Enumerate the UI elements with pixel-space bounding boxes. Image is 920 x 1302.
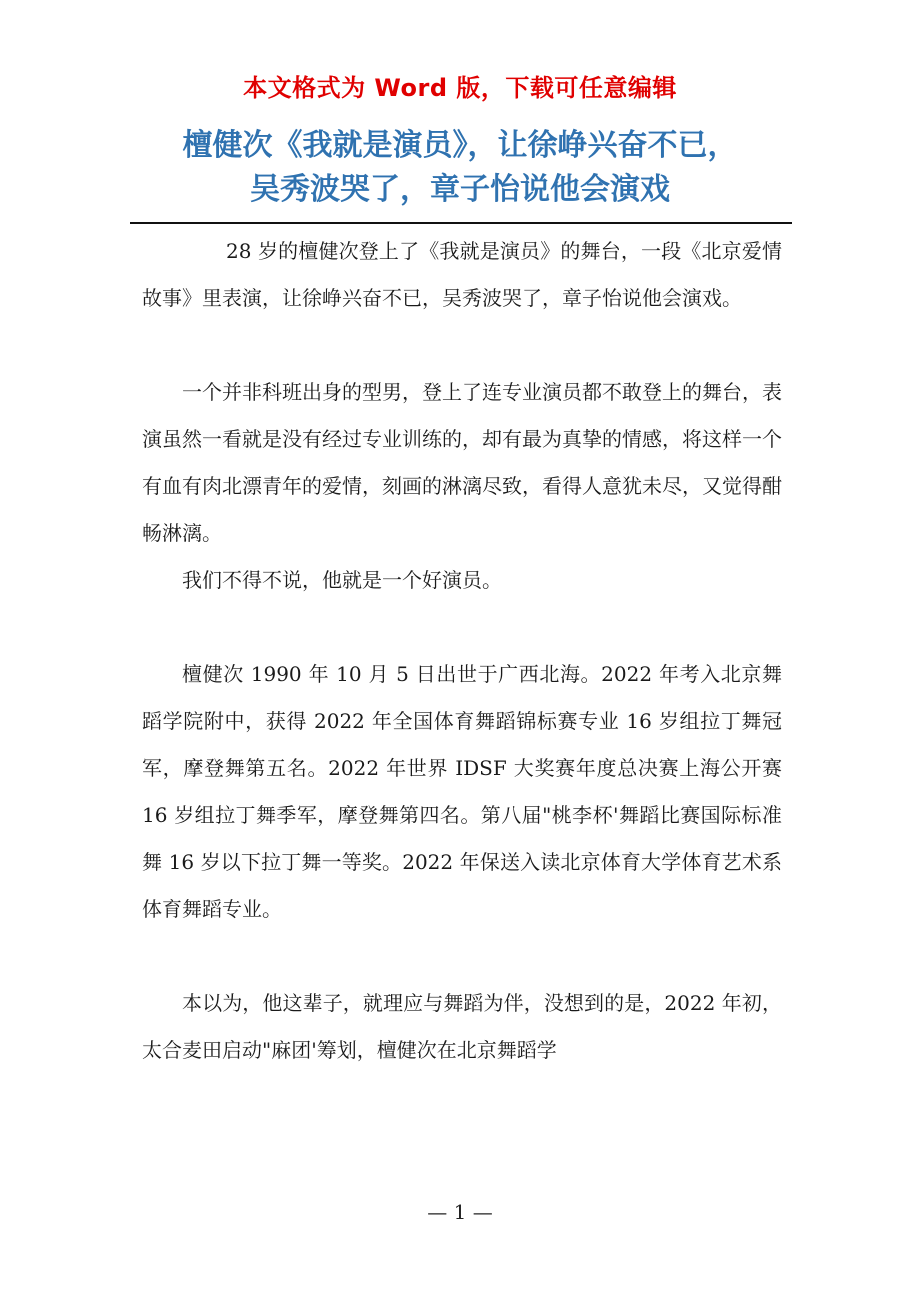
paragraph: 一个并非科班出身的型男，登上了连专业演员都不敢登上的舞台，表演虽然一看就是没有经过专业训练的，却有最为真挚的情感，将这样一个有血有肉北漂青年的爱情，刻画的淋漓尽致，看得人意犹未尽，又觉得酣畅淋漓。 [142,380,782,545]
paragraph-gap [142,322,782,369]
paragraph: 我们不得不说，他就是一个好演员。 [182,568,502,592]
paragraph: 檀健次 1990 年 10 月 5 日出世于广西北海。2022 年考入北京舞蹈学院附中，获得 2022 年全国体育舞蹈锦标赛专业 16 岁组拉丁舞冠军，摩登舞第五名。2022 年世界 IDSF 大奖赛年度总决赛上海公开赛 16 岁组拉丁舞季军，摩登舞第四名。第八届"桃李杯'舞蹈比赛国际标准舞 16 岁以下拉丁舞一等奖。2022 年保送入读北京体育大学体育艺术系体育舞蹈专业。 [142,662,782,921]
article-body [142,228,782,1074]
paragraph-gap [142,933,782,980]
page-number: — 1 — [427,1200,493,1224]
paragraph-intro: 28 岁的檀健次登上了《我就是演员》的舞台，一段《北京爱情故事》里表演，让徐峥兴奋不已，吴秀波哭了，章子怡说他会演戏。 [142,239,782,310]
title-divider [130,222,792,224]
article-title [110,124,810,212]
article-title-line-1: 檀健次《我就是演员》，让徐峥兴奋不已， [182,128,738,163]
paragraph-gap [142,604,782,651]
article-title-line-2: 吴秀波哭了，章子怡说他会演戏 [250,172,670,207]
format-notice-banner: 本文格式为 Word 版，下载可任意编辑 [243,74,677,102]
paragraph: 本以为，他这辈子，就理应与舞蹈为伴，没想到的是，2022 年初，太合麦田启动"麻团'筹划，檀健次在北京舞蹈学 [142,991,782,1062]
